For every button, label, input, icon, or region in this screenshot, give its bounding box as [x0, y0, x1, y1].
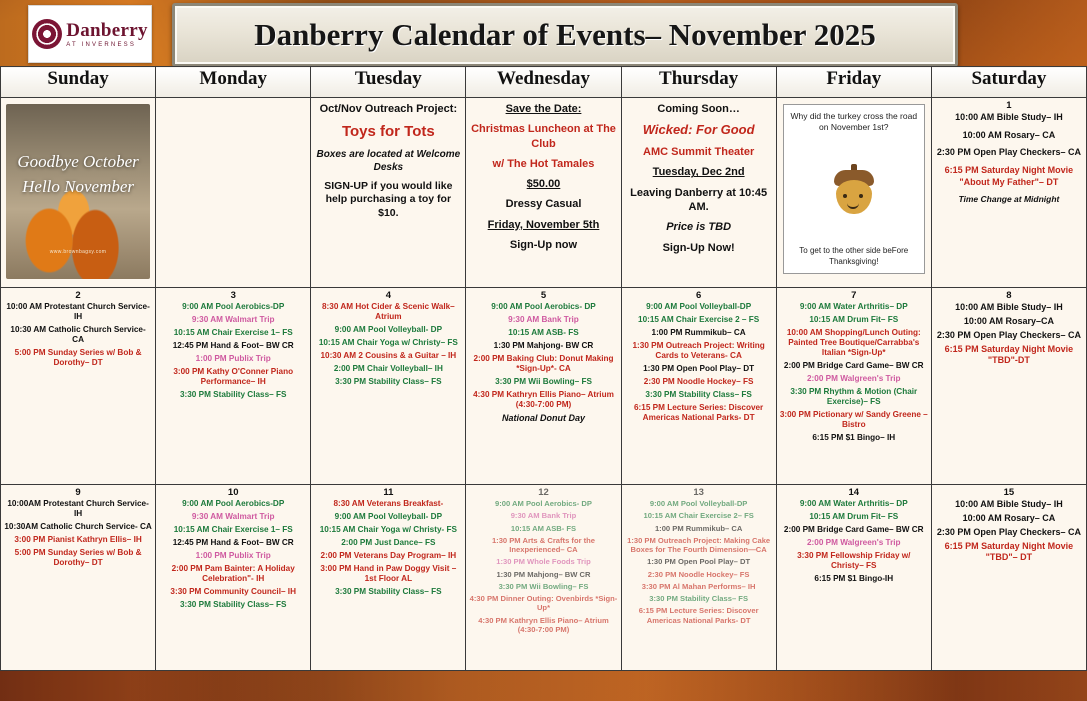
- day-number: 9: [75, 487, 81, 498]
- event-item: 6:15 PM Saturday Night Movie "About My Father"– DT: [944, 165, 1074, 187]
- day-number: 3: [230, 290, 236, 301]
- event-item: 1:30 PM Mahjong– BW CR: [496, 569, 591, 579]
- event-item: 10:00 AM Rosary– CA: [962, 129, 1056, 140]
- day-cell-joke-friday: [776, 98, 931, 288]
- day-cell-12: [466, 485, 621, 671]
- event-item: 3:30 PM Stability Class– FS: [335, 377, 442, 386]
- event-item: 3:30 PM Wii Bowling– FS: [498, 581, 589, 591]
- weekday-header-monday: Monday: [156, 67, 311, 98]
- notice-line: Wicked: For Good: [642, 122, 755, 138]
- event-item: 2:00 PM Just Dance– FS: [341, 538, 436, 547]
- day-cell-10: [156, 485, 311, 671]
- day-number: 11: [383, 487, 394, 498]
- page-title-plate: [172, 3, 958, 67]
- day-cell-9: [1, 485, 156, 671]
- event-item: 3:30 PM Stability Class– FS: [179, 390, 287, 399]
- page-title: Danberry Calendar of Events– November 2025: [254, 17, 876, 52]
- event-item: 6:15 PM Saturday Night Movie "TBD"-DT: [944, 343, 1074, 365]
- turkey-joke-card: [783, 104, 925, 274]
- event-item: 2:00 PM Walgreen's Trip: [806, 374, 901, 383]
- event-item: 1:00 PM Rummikub– CA: [651, 328, 746, 337]
- event-item: 2:30 PM Open Play Checkers– CA: [936, 329, 1081, 340]
- notice-line: SIGN-UP if you would like help purchasing a toy for $10.: [324, 179, 453, 220]
- weekday-header-friday: Friday: [776, 67, 931, 98]
- event-item: 9:00 AM Pool Volleyball- DP: [334, 325, 443, 334]
- event-item: 4:30 PM Kathryn Ellis Piano– Atrium (4:30-7:00 PM): [478, 615, 609, 634]
- event-item: 6:15 PM Lecture Series: Discover Americas National Parks- DT: [638, 606, 759, 625]
- event-item: 2:00 PM Pam Bainter: A Holiday Celebration"- IH: [171, 564, 295, 583]
- notice-line: Dressy Casual: [505, 198, 582, 211]
- calendar-week-row-1: [1, 98, 1087, 288]
- event-item: 10:15 AM Drum Fit– FS: [809, 512, 899, 521]
- notice-line: Christmas Luncheon at The Club: [471, 123, 616, 150]
- event-item: 10:30AM Catholic Church Service- CA: [4, 522, 152, 531]
- time-change-note: Time Change at Midnight: [958, 194, 1060, 205]
- notice-line: Leaving Danberry at 10:45 AM.: [630, 186, 768, 214]
- day-number: 2: [75, 290, 81, 301]
- notice-line: Sign-Up now: [509, 239, 578, 252]
- notice-line: Coming Soon…: [657, 103, 740, 115]
- event-item: 3:30 PM Fellowship Friday w/ Christy– FS: [797, 551, 911, 570]
- event-item: 12:45 PM Hand & Foot– BW CR: [172, 538, 294, 547]
- event-item: 9:00 AM Water Arthritis– DP: [799, 499, 908, 508]
- event-item: 10:15 AM ASB- FS: [510, 523, 577, 533]
- notice-line: Boxes are located at Welcome Desks: [316, 148, 461, 173]
- day-cell-notice-thursday: [621, 98, 776, 288]
- event-item: 2:00 PM Bridge Card Game– BW CR: [783, 525, 924, 534]
- joke-answer: To get to the other side beFore Thanksgiving!: [799, 246, 909, 266]
- day-number: 1: [1006, 100, 1012, 111]
- day-cell-7: [776, 288, 931, 485]
- event-item: 3:30 PM Community Council– IH: [170, 587, 296, 596]
- day-cell-photo: [1, 98, 156, 288]
- weekday-header-saturday: Saturday: [931, 67, 1086, 98]
- photo-credit: www.brownbagsy.com: [49, 249, 107, 255]
- event-item: 9:00 AM Pool Aerobics- DP: [491, 302, 596, 311]
- joke-question: Why did the turkey cross the road on November 1st?: [790, 111, 918, 133]
- day-cell-notice-wednesday: [466, 98, 621, 288]
- event-item: 9:00 AM Water Arthritis– DP: [799, 302, 908, 311]
- event-item: 3:00 PM Pianist Kathryn Ellis– IH: [14, 535, 142, 544]
- event-item: 12:45 PM Hand & Foot– BW CR: [172, 341, 294, 350]
- logo-emblem-icon: [32, 19, 62, 49]
- event-item: 1:30 PM Open Pool Play– DT: [643, 364, 755, 373]
- event-item: 10:30 AM Catholic Church Service- CA: [10, 325, 146, 344]
- day-cell-3: [156, 288, 311, 485]
- event-item: 8:30 AM Hot Cider & Scenic Walk– Atrium: [322, 302, 455, 321]
- event-item: 4:30 PM Dinner Outing: Ovenbirds *Sign-Up*: [469, 594, 618, 613]
- day-number: 12: [538, 487, 549, 498]
- event-item: 3:00 PM Pictionary w/ Sandy Greene – Bistro: [779, 410, 928, 429]
- day-cell-1: [931, 98, 1086, 288]
- event-item: 2:30 PM Noodle Hockey– FS: [643, 377, 754, 386]
- day-number: 13: [693, 487, 704, 498]
- event-item: 10:30 AM 2 Cousins & a Guitar – IH: [320, 351, 457, 360]
- event-item: 3:30 PM Stability Class– FS: [649, 594, 749, 603]
- event-item: 2:00 PM Baking Club: Donut Making *Sign-Up*- CA: [473, 354, 614, 373]
- day-number: 6: [695, 290, 702, 301]
- event-item: 10:00 AM Bible Study– IH: [955, 499, 1063, 509]
- event-item: 10:00 AM Shopping/Lunch Outing: Painted Tree Boutique/Carrabba's Italian *Sign-Up*: [786, 328, 921, 357]
- notice-line: Sign-Up Now!: [662, 241, 735, 254]
- event-item: 9:30 AM Bank Trip: [508, 315, 579, 324]
- danberry-logo: [28, 5, 152, 63]
- event-item: 3:00 PM Hand in Paw Doggy Visit – 1st Floor AL: [320, 564, 457, 583]
- day-number: 8: [1006, 290, 1012, 301]
- day-cell-6: [621, 288, 776, 485]
- event-item: 10:00 AM Rosary–CA: [963, 315, 1055, 326]
- event-item: 2:00 PM Bridge Card Game– BW CR: [783, 361, 924, 370]
- day-cell-4: [311, 288, 466, 485]
- day-cell-8: [931, 288, 1086, 485]
- day-cell-13: [621, 485, 776, 671]
- event-item: 5:00 PM Sunday Series w/ Bob & Dorothy– DT: [14, 548, 142, 567]
- event-item: 10:15 AM ASB- FS: [508, 328, 579, 337]
- event-item: 3:00 PM Kathy O'Conner Piano Performance– IH: [173, 367, 294, 386]
- calendar-week-row-3: [1, 485, 1087, 671]
- event-item: 9:00 AM Pool Volleyball-DP: [646, 302, 752, 311]
- logo-wordmark: Danberry: [66, 19, 148, 41]
- event-item: 6:15 PM Lecture Series: Discover Americas National Parks- DT: [634, 403, 764, 422]
- weekday-header-row: [1, 67, 1087, 98]
- day-number: 10: [227, 487, 239, 498]
- day-cell-notice-tuesday: [311, 98, 466, 288]
- day-cell-5: [466, 288, 621, 485]
- event-item: 9:00 AM Pool Volleyball- DP: [334, 512, 443, 521]
- weekday-header-tuesday: Tuesday: [311, 67, 466, 98]
- notice-line: Tuesday, Dec 2nd: [652, 166, 745, 179]
- event-item: 3:30 PM Rhythm & Motion (Chair Exercise)– FS: [790, 387, 918, 406]
- notice-line: Save the Date:: [505, 103, 582, 115]
- event-item: 3:30 PM Wii Bowling– FS: [495, 377, 592, 386]
- event-item: 1:30 PM Outreach Project: Making Cake Boxes for The Fourth Dimension—CA: [627, 535, 771, 554]
- event-item: 6:15 PM $1 Bingo– IH: [812, 433, 896, 442]
- event-item: 10:15 AM Chair Exercise 1– FS: [173, 328, 293, 337]
- photo-line-1: Goodbye October: [17, 152, 139, 171]
- event-item: 3:30 PM Stability Class– FS: [179, 600, 287, 609]
- day-cell-14: [776, 485, 931, 671]
- weekday-header-sunday: Sunday: [1, 67, 156, 98]
- event-item: 10:15 AM Chair Exercise 2– FS: [643, 511, 754, 521]
- event-item: 10:15 AM Chair Yoga w/ Christy- FS: [319, 525, 457, 534]
- event-item: 9:30 AM Bank Trip: [510, 511, 577, 521]
- notice-line: Friday, November 5th: [487, 218, 600, 231]
- event-item: 1:30 PM Mahjong- BW CR: [493, 341, 594, 350]
- event-item: 5:00 PM Sunday Series w/ Bob & Dorothy– DT: [14, 348, 142, 367]
- photo-line-2: Hello November: [22, 176, 135, 196]
- notice-line: $50.00: [526, 178, 561, 191]
- weekday-header-wednesday: Wednesday: [466, 67, 621, 98]
- event-item: 6:15 PM Saturday Night Movie "TBD"– DT: [944, 540, 1074, 562]
- event-item: 1:00 PM Publix Trip: [195, 551, 271, 560]
- event-item: 2:00 PM Walgreen's Trip: [806, 538, 901, 547]
- logo-subtitle: AT INVERNESS: [66, 41, 137, 48]
- event-item: 10:00 AM Protestant Church Service- IH: [6, 302, 150, 321]
- autumn-pumpkin-photo: [6, 104, 150, 279]
- day-number: 7: [851, 290, 857, 301]
- event-item: 10:00 AM Bible Study– IH: [955, 112, 1063, 122]
- event-item: 8:30 AM Veterans Breakfast-: [333, 499, 444, 508]
- event-item: 2:30 PM Noodle Hockey– FS: [647, 569, 750, 579]
- day-number: 4: [385, 290, 391, 301]
- event-item: 2:00 PM Veterans Day Program– IH: [320, 551, 457, 560]
- day-cell-empty-monday: [156, 98, 311, 288]
- notice-line: Price is TBD: [666, 221, 732, 234]
- event-item: 1:30 PM Arts & Crafts for the Inexperienced– CA: [491, 535, 596, 554]
- event-item: 6:15 PM $1 Bingo-IH: [814, 574, 894, 583]
- event-item: 10:00 AM Bible Study– IH: [955, 302, 1063, 312]
- event-item: 10:15 AM Chair Yoga w/ Christy– FS: [318, 338, 458, 347]
- acorn-icon: [832, 164, 876, 216]
- day-cell-2: [1, 288, 156, 485]
- notice-line: Oct/Nov Outreach Project:: [319, 103, 458, 115]
- event-item: 1:00 PM Rummikub– CA: [654, 523, 743, 533]
- notice-line: Toys for Tots: [341, 123, 435, 141]
- notice-line: w/ The Hot Tamales: [492, 157, 595, 170]
- event-item: 9:30 AM Walmart Trip: [191, 512, 275, 521]
- day-cell-11: [311, 485, 466, 671]
- event-item: 1:30 PM Open Pool Play– DT: [647, 557, 751, 567]
- calendar-week-row-2: [1, 288, 1087, 485]
- event-item: 2:30 PM Open Play Checkers– CA: [936, 526, 1081, 537]
- event-item: 3:30 PM Stability Class– FS: [645, 390, 752, 399]
- event-item: 1:00 PM Publix Trip: [195, 354, 271, 363]
- event-item: 10:15 AM Chair Exercise 2 – FS: [638, 315, 760, 324]
- event-item: 9:30 AM Walmart Trip: [191, 315, 275, 324]
- notice-line: AMC Summit Theater: [643, 146, 755, 159]
- event-item: 10:00AM Protestant Church Service- IH: [7, 499, 149, 518]
- event-item: 10:15 AM Chair Exercise 1– FS: [173, 525, 293, 534]
- event-item: 1:30 PM Whole Foods Trip: [496, 557, 591, 567]
- event-item: 3:30 PM Al Mahan Performs– IH: [641, 581, 756, 591]
- page-header: [0, 0, 1087, 66]
- event-item: 10:15 AM Drum Fit– FS: [809, 315, 899, 324]
- event-item: 4:30 PM Kathryn Ellis Piano– Atrium (4:30-7:00 PM): [473, 390, 614, 409]
- day-number: 15: [1003, 487, 1015, 498]
- day-number: 14: [848, 487, 860, 498]
- event-item: 3:30 PM Stability Class– FS: [335, 587, 442, 596]
- day-cell-15: [931, 485, 1086, 671]
- event-item: 9:00 AM Pool Volleyball-DP: [649, 499, 748, 508]
- event-item: National Donut Day: [501, 413, 585, 423]
- event-item: 10:00 AM Rosary– CA: [962, 512, 1056, 523]
- day-number: 5: [540, 290, 547, 301]
- event-item: 2:30 PM Open Play Checkers– CA: [936, 147, 1081, 158]
- calendar-table: [0, 66, 1087, 671]
- event-item: 9:00 AM Pool Aerobics-DP: [182, 499, 285, 508]
- event-item: 9:00 AM Pool Aerobics-DP: [182, 302, 285, 311]
- event-item: 1:30 PM Outreach Project: Writing Cards to Veterans- CA: [632, 341, 765, 360]
- weekday-header-thursday: Thursday: [621, 67, 776, 98]
- event-item: 9:00 AM Pool Aerobics- DP: [495, 499, 592, 508]
- event-item: 2:00 PM Chair Volleyball– IH: [333, 364, 443, 373]
